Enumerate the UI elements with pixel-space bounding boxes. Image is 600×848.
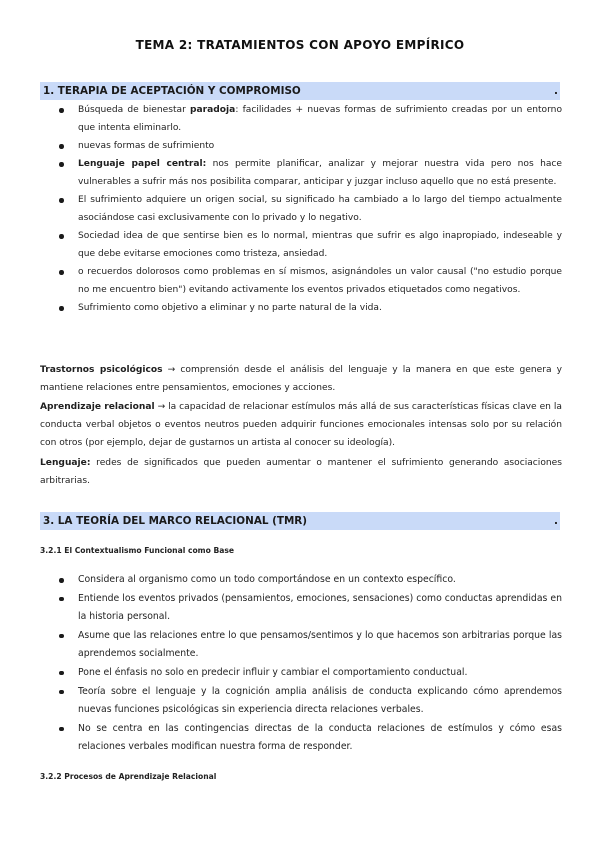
list-item: Búsqueda de bienestar paradoja: facilidades + nuevas formas de sufrimiento creadas por un entorno que intenta eliminarlo.	[40, 101, 562, 137]
list-item: Teoría sobre el lenguaje y la cognición amplia análisis de conducta explicando cómo aprendemos nuevas funciones psicológicas sin experiencia directa relaciones verbales.	[40, 683, 562, 720]
subheading-contextualismo: 3.2.1 El Contextualismo Funcional como Base	[40, 546, 235, 555]
section-heading-text: 3. LA TEORÍA DEL MARCO RELACIONAL (TMR)	[43, 515, 308, 527]
list-item: Sociedad idea de que sentirse bien es lo normal, mientras que sufrir es algo inapropiado, indeseable y que debe evitarse emociones como tristeza, ansiedad.	[40, 227, 562, 263]
list-item: Lenguaje papel central: nos permite planificar, analizar y mejorar nuestra vida pero nos hace vulnerables a sufrir más nos posibilita comparar, anticipar y juzgar incluso aquello que no está presente.	[40, 155, 562, 191]
list-item: El sufrimiento adquiere un origen social, su significado ha cambiado a lo largo del tiempo actualmente asociándose casi exclusivamente con lo privado y lo negativo.	[40, 191, 562, 227]
list-item: Considera al organismo como un todo comportándose en un contexto específico.	[40, 571, 562, 590]
section-heading-dot: .	[554, 515, 558, 527]
section-heading-tmr	[40, 512, 560, 530]
list-item: Sufrimiento como objetivo a eliminar y no parte natural de la vida.	[40, 299, 562, 317]
paragraph-lenguaje: Lenguaje: redes de significados que pueden aumentar o mantener el sufrimiento generando asociaciones arbitrarias.	[40, 458, 562, 486]
list-item: nuevas formas de sufrimiento	[40, 137, 562, 155]
page-title: TEMA 2: TRATAMIENTOS CON APOYO EMPÍRICO	[135, 38, 465, 52]
subheading-procesos: 3.2.2 Procesos de Aprendizaje Relacional	[40, 772, 217, 781]
list-item: Asume que las relaciones entre lo que pensamos/sentimos y lo que hacemos son arbitrarias porque las aprendemos socialmente.	[40, 627, 562, 664]
list-item: o recuerdos dolorosos como problemas en sí mismos, asignándoles un valor causal ("no estudio porque no me encuentro bien") evitando activamente los eventos privados etiquetados como negativos.	[40, 263, 562, 299]
tmr-bullet-list	[40, 571, 562, 757]
section-heading-text: 1. TERAPIA DE ACEPTACIÓN Y COMPROMISO	[43, 85, 301, 97]
list-item: Pone el énfasis no solo en predecir influir y cambiar el comportamiento conductual.	[40, 664, 562, 683]
section-heading-dot: .	[554, 85, 558, 97]
list-item: No se centra en las contingencias directas de la conducta relaciones de estímulos y cómo esas relaciones verbales modifican nuestra forma de responder.	[40, 720, 562, 757]
section-heading-act	[40, 82, 560, 100]
paragraph-trastornos: Trastornos psicológicos → comprensión desde el análisis del lenguaje y la manera en que este genera y mantiene relaciones entre pensamientos, emociones y acciones.	[40, 365, 563, 393]
act-bullet-list	[40, 101, 562, 317]
list-item: Entiende los eventos privados (pensamientos, emociones, sensaciones) como conductas aprendidas en la historia personal.	[40, 590, 562, 627]
paragraph-aprendizaje: Aprendizaje relacional → la capacidad de relacionar estímulos más allá de sus características físicas clave en la conducta verbal objetos o eventos neutros pueden adquirir funciones emocionales intensas solo por su relación con otros (por ejemplo, dejar de gustarnos un artista al conocer su ideología).	[40, 402, 562, 448]
